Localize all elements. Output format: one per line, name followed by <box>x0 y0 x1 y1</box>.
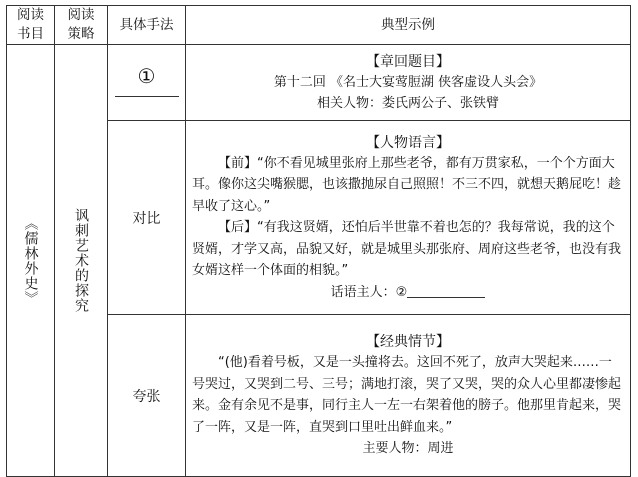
header-row <box>7 6 631 45</box>
header-method: 具体手法 <box>108 6 186 45</box>
example-language-cell <box>186 121 631 315</box>
language-label: 【人物语言】 <box>366 134 450 151</box>
quote-after: 【后】“有我这贤婿，还怕后半世靠不着也怎的？我每常说，我的这个贤婿，才学又高，品貌又好，就是城里头那张府、周府这些老爷，也没有我女婿这样一个体面的相貌。” <box>192 220 622 279</box>
example-chapter-cell <box>186 45 631 121</box>
main-person: 主要人物：周进 <box>362 441 454 457</box>
plot-label: 【经典情节】 <box>366 334 450 351</box>
header-book-line1: 阅读 <box>17 7 44 23</box>
header-strategy-line2: 策略 <box>67 26 95 42</box>
speaker-line <box>192 282 624 304</box>
fill-blank-2[interactable] <box>407 297 485 298</box>
fill-blank-1[interactable] <box>115 96 179 97</box>
reading-table-container <box>6 5 631 477</box>
book-title: 《儒林外史》 <box>22 215 39 306</box>
method-blank-cell <box>108 45 186 121</box>
plot-text: “(他)看着号板，又是一头撞将去。这回不死了，放声大哭起来……一号哭过，又哭到二号、三号；满地打滚，哭了又哭，哭的众人心里都凄惨起来。金有余见不是事，同行主人一左一右架着他的膀子。他那里肯起来，哭了一阵，又是一阵，直哭到口里吐出鲜血来。” <box>192 355 622 435</box>
speaker-label: 话语主人：② <box>330 284 408 300</box>
strategy-text: 讽刺艺术的探究 <box>73 208 89 313</box>
example-plot-cell <box>186 315 631 477</box>
strategy-cell <box>55 45 108 477</box>
header-book-cell <box>7 6 55 45</box>
header-strategy-cell <box>55 6 108 45</box>
chapter-name: 第十二回 《名士大宴莺脰湖 侠客虚设人头会》 <box>273 74 543 90</box>
quote-before: 【前】“你不看见城里张府上那些老爷，都有万贯家私，一个个方面大耳。像你这尖嘴猴腮，也该撒抛尿自己照照！不三不四，就想天鹅屁吃！趁早收了这心。” <box>192 155 622 214</box>
method-exaggeration: 夸张 <box>108 315 186 477</box>
header-example: 典型示例 <box>186 6 631 45</box>
related-people: 相关人物：娄氏两公子、张铁臂 <box>316 96 499 111</box>
chapter-title-label: 【章回题目】 <box>366 53 450 70</box>
header-strategy-line1: 阅读 <box>67 7 95 23</box>
header-book-line2: 书目 <box>17 26 44 42</box>
book-cell <box>7 45 55 477</box>
blank-number-1: ① <box>137 64 156 88</box>
table-row-chapter <box>7 45 631 121</box>
method-contrast: 对比 <box>108 121 186 315</box>
reading-strategy-table <box>6 5 631 477</box>
